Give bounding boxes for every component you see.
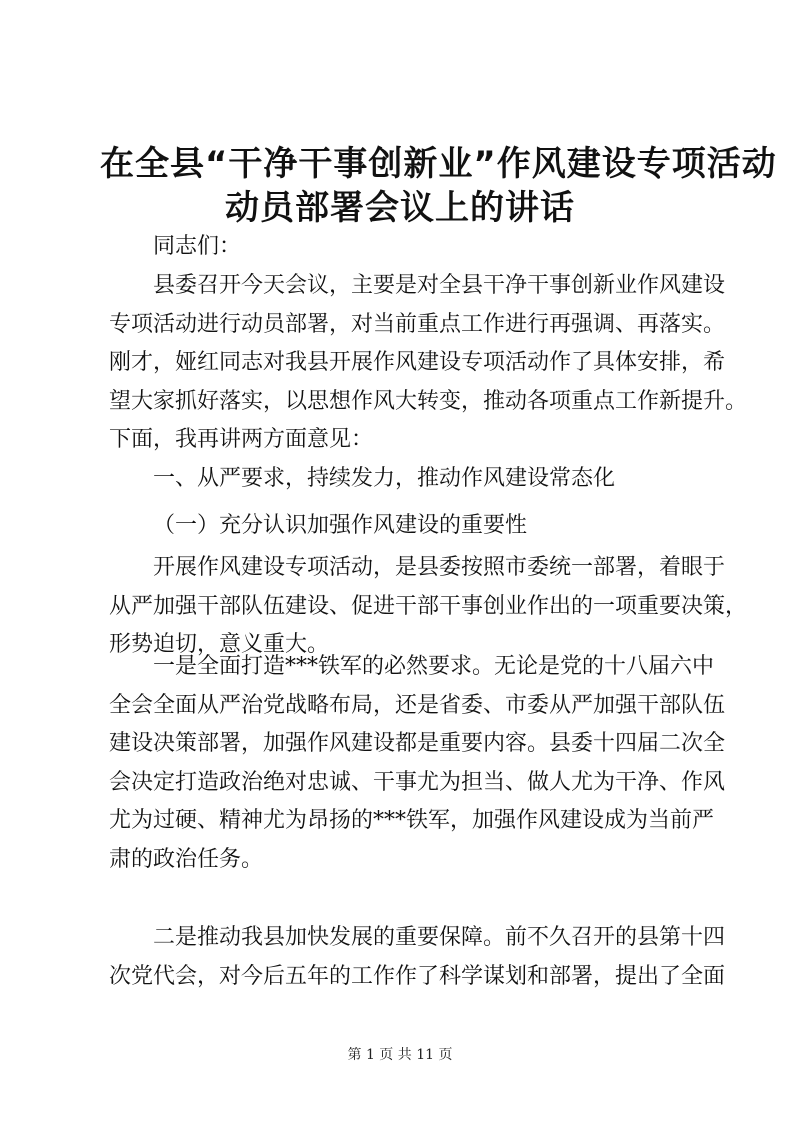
page-number-footer: 第 1 页 共 11 页	[347, 1047, 453, 1063]
paragraph-3-line: 尤为过硬、精神尤为昂扬的***铁军，加强作风建设成为当前严	[109, 808, 715, 834]
paragraph-3-line: 会决定打造政治绝对忠诚、干事尤为担当、做人尤为干净、作风	[109, 769, 726, 795]
paragraph-2-line: 形势迫切，意义重大。	[109, 632, 330, 658]
paragraph-1-line: 望大家抓好落实，以思想作风大转变，推动各项重点工作新提升。	[109, 388, 748, 414]
paragraph-4-line: 次党代会，对今后五年的工作作了科学谋划和部署，提出了全面	[109, 963, 726, 989]
paragraph-1-line: 专项活动进行动员部署，对当前重点工作进行再强调、再落实。	[109, 311, 726, 337]
paragraph-1-line: 下面，我再讲两方面意见：	[109, 427, 374, 453]
paragraph-2-line: 从严加强干部队伍建设、促进干部干事创业作出的一项重要决策，	[109, 593, 748, 619]
paragraph-3-line: 建设决策部署，加强作风建设都是重要内容。县委十四届二次全	[109, 731, 726, 757]
paragraph-4-line: 二是推动我县加快发展的重要保障。前不久召开的县第十四	[153, 925, 726, 950]
paragraph-3-line: 肃的政治任务。	[109, 846, 264, 872]
title-line-1: 在全县“干净干事创新业”作风建设专项活动	[100, 144, 777, 184]
paragraph-3	[109, 648, 726, 880]
paragraph-1	[109, 267, 748, 460]
paragraph-1-line: 刚才，娅红同志对我县开展作风建设专项活动作了具体安排，希	[109, 350, 726, 376]
section-heading-1-text: 一、从严要求，持续发力，推动作风建设常态化	[153, 466, 616, 491]
paragraph-3-line: 一是全面打造***铁军的必然要求。无论是党的十八届六中	[153, 654, 715, 679]
paragraph-4	[109, 919, 726, 996]
salutation-text: 同志们：	[153, 234, 242, 259]
salutation	[109, 228, 699, 267]
paragraph-2-line: 开展作风建设专项活动，是县委按照市委统一部署，着眼于	[153, 555, 726, 580]
subsection-heading-1-text: （一）充分认识加强作风建设的重要性	[153, 513, 528, 538]
section-heading-1	[109, 460, 699, 499]
paragraph-1-line: 县委召开今天会议，主要是对全县干净干事创新业作风建设	[153, 273, 726, 298]
subsection-heading-1	[109, 507, 699, 546]
title-line-2: 动员部署会议上的讲话	[225, 188, 575, 228]
paragraph-3-line: 全会全面从严治党战略布局，还是省委、市委从严加强干部队伍	[109, 692, 726, 718]
